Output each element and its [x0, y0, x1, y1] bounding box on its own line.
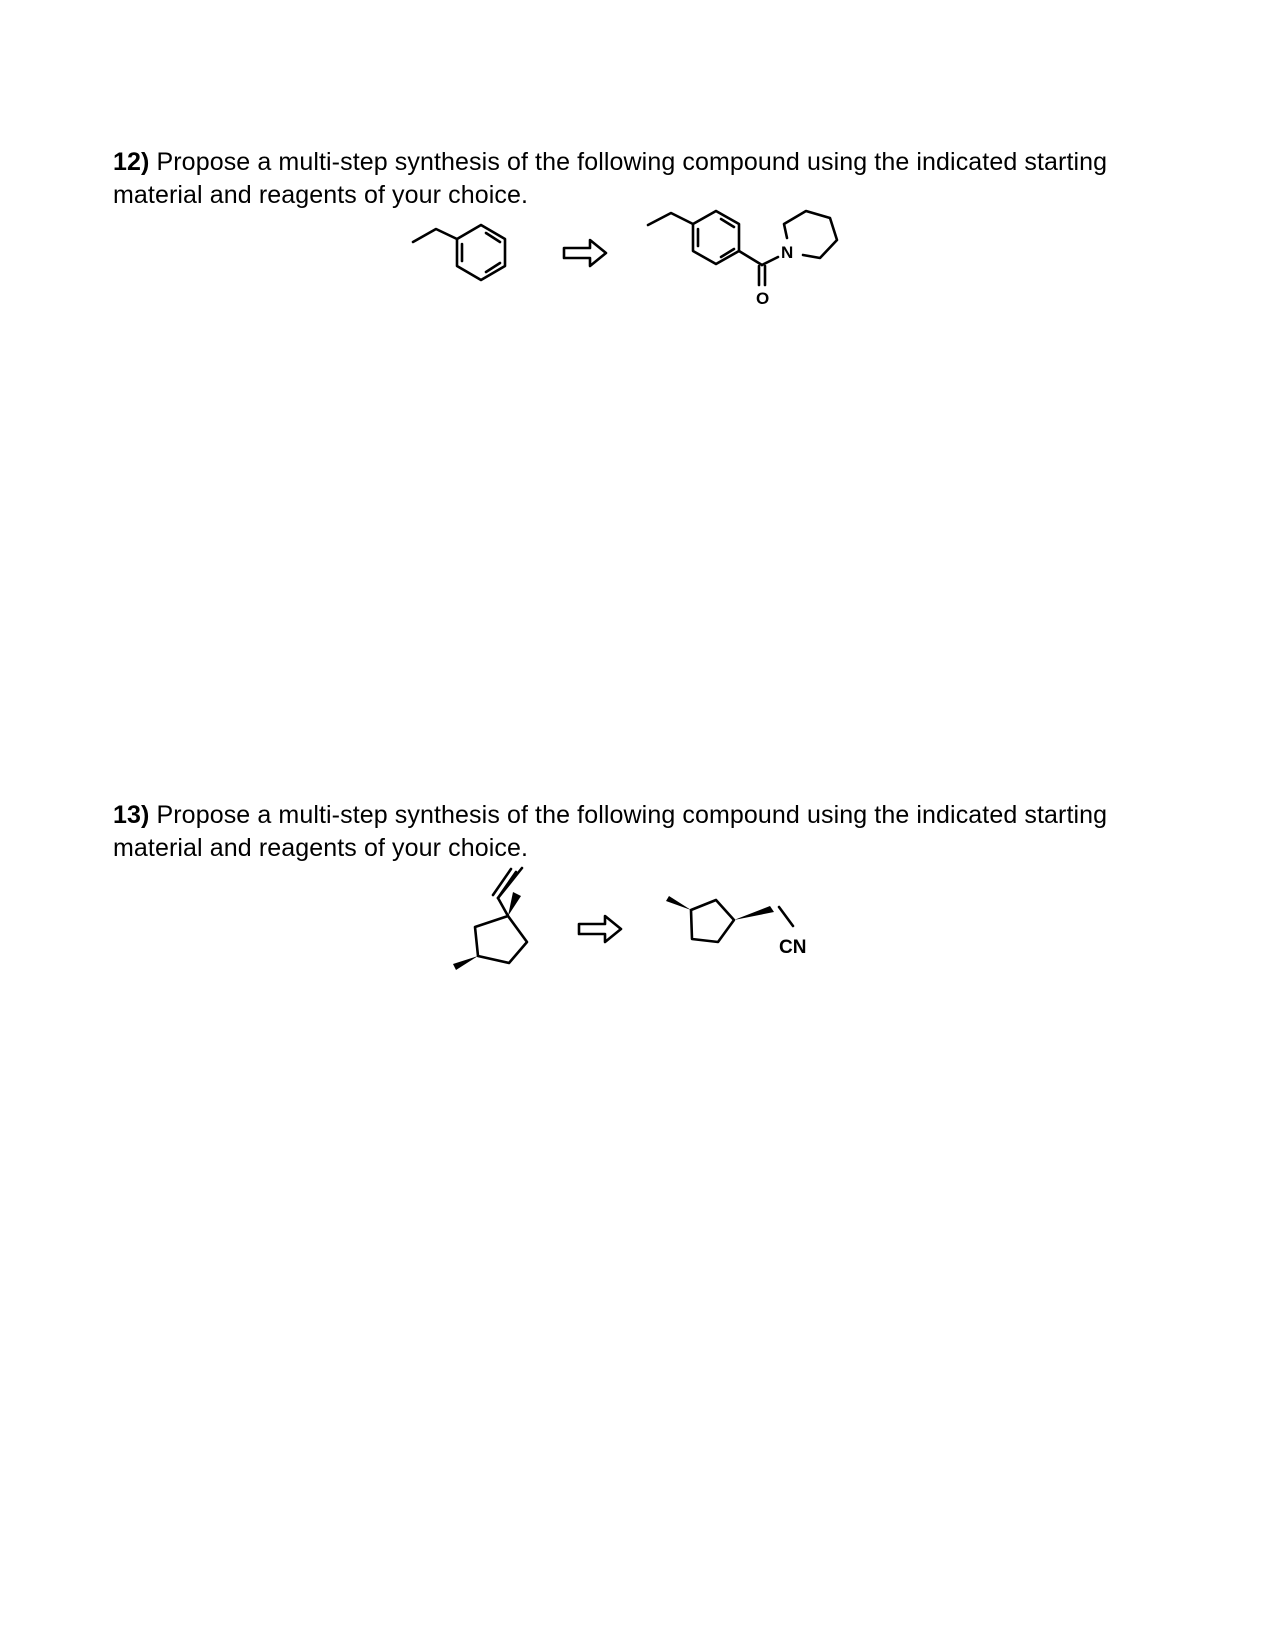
question-text: Propose a multi-step synthesis of the following compound using the indicated starting material and reagents of your choice.	[113, 148, 1108, 209]
question-text: Propose a multi-step synthesis of the following compound using the indicated starting material and reagents of your choice.	[113, 801, 1108, 862]
oxygen-label: O	[756, 289, 770, 308]
reaction-scheme-12-drawing	[0, 200, 1275, 330]
reaction-arrow-icon	[579, 916, 621, 942]
ethylbenzene-structure	[413, 225, 505, 280]
vinylcyclopentane-structure	[475, 868, 527, 963]
methyl-wedge	[453, 956, 478, 970]
question-number: 13)	[113, 801, 150, 829]
methyl-wedge	[666, 896, 691, 910]
reaction-scheme-13-drawing	[0, 860, 1275, 990]
product-amide-structure	[648, 211, 837, 285]
synthesis-scheme-13	[0, 860, 1275, 990]
cyanomethyl-wedge	[734, 906, 774, 920]
question-13	[113, 799, 1173, 865]
question-number: 12)	[113, 148, 150, 176]
reaction-arrow-icon	[564, 240, 606, 266]
nitrogen-label: N	[781, 243, 794, 262]
nitrile-label: CN	[779, 937, 807, 958]
synthesis-scheme-12	[0, 200, 1275, 330]
product-nitrile-structure	[691, 900, 793, 942]
